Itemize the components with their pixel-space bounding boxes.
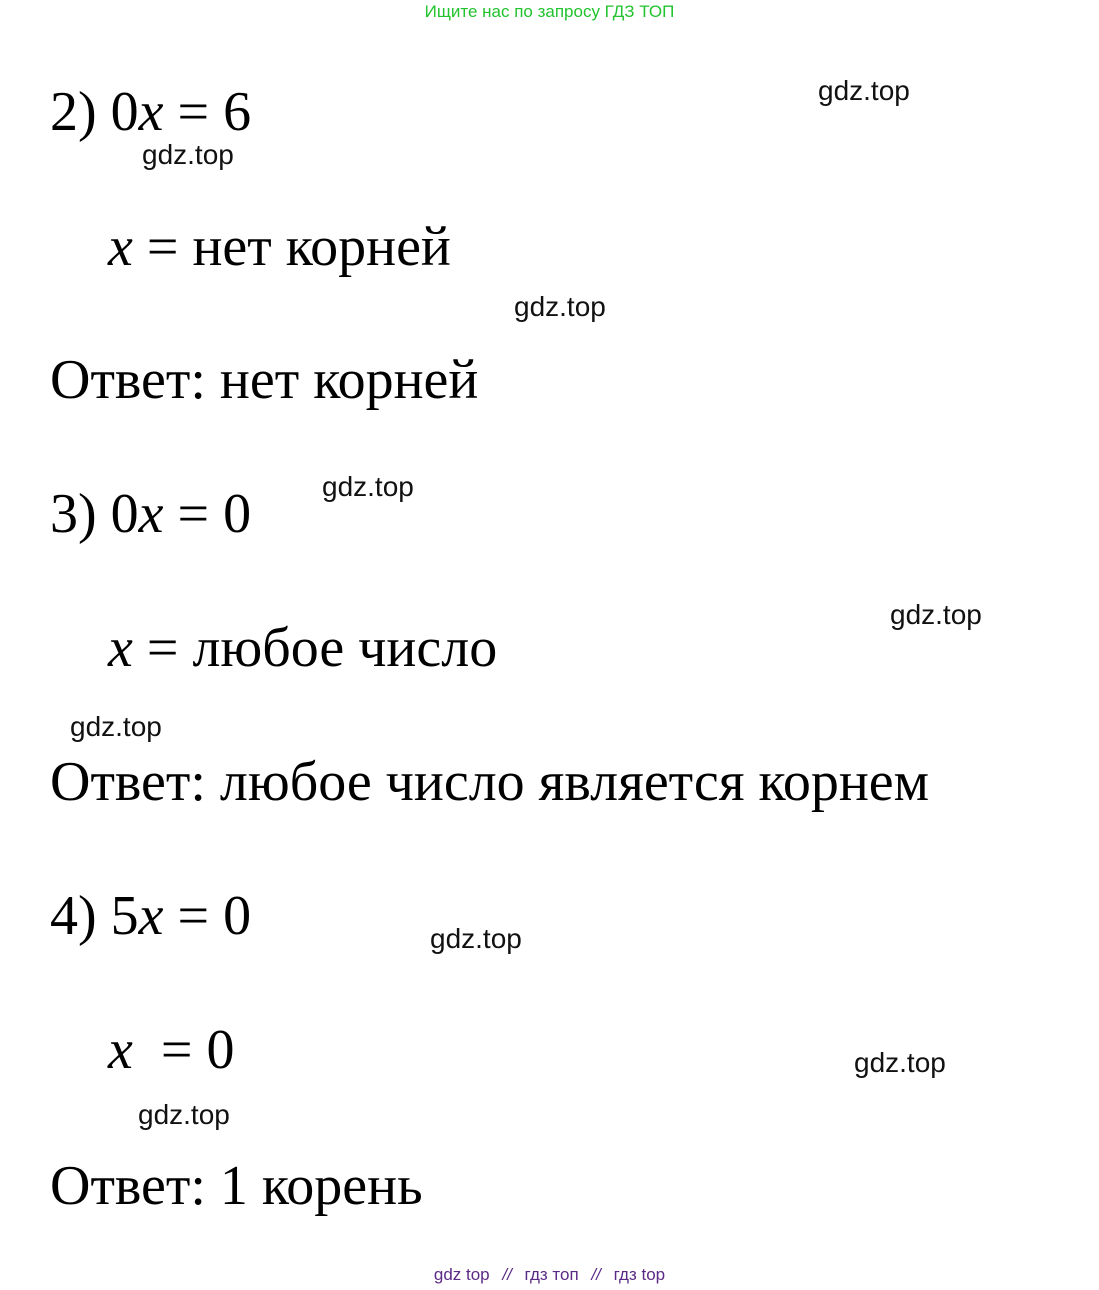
footer-link-gdz-top[interactable]: gdz top	[433, 1265, 490, 1284]
footer-separator: //	[591, 1265, 601, 1284]
watermark: gdz.top	[322, 471, 414, 502]
equation-2	[50, 82, 251, 142]
answer-4: Ответ: 1 корень	[50, 1155, 423, 1217]
watermark: gdz.top	[142, 139, 234, 170]
variable: x	[138, 885, 164, 947]
variable: x	[138, 81, 164, 143]
problem-number: 3)	[50, 483, 97, 545]
answer-2: Ответ: нет корней	[50, 349, 479, 411]
variable: x	[138, 483, 164, 545]
solution-3	[108, 618, 497, 678]
footer-link-gdz-top-ru[interactable]: гдз топ	[524, 1265, 579, 1284]
variable: x	[108, 216, 133, 278]
problem-number: 4)	[50, 885, 97, 947]
right-side: = 0	[177, 483, 252, 545]
footer-link-gdz-top-mixed[interactable]: гдз top	[613, 1265, 666, 1284]
top-banner: Ищите нас по запросу ГДЗ ТОП	[424, 2, 675, 21]
solution-2	[108, 217, 451, 277]
watermark: gdz.top	[854, 1047, 946, 1078]
solution-value: = любое число	[132, 617, 498, 679]
coefficient: 5	[110, 885, 139, 947]
footer-separator: //	[502, 1265, 512, 1284]
solution-value: = нет корней	[132, 216, 451, 278]
variable: x	[108, 617, 133, 679]
equation-4	[50, 886, 251, 946]
watermark: gdz.top	[138, 1099, 230, 1130]
watermark: gdz.top	[430, 923, 522, 954]
solution-value: = 0	[132, 1019, 235, 1081]
coefficient: 0	[110, 81, 139, 143]
coefficient: 0	[110, 483, 139, 545]
watermark: gdz.top	[514, 291, 606, 322]
problem-number: 2)	[50, 81, 97, 143]
equation-3	[50, 484, 251, 544]
footer-links	[0, 1264, 1099, 1286]
watermark: gdz.top	[70, 711, 162, 742]
right-side: = 6	[177, 81, 252, 143]
watermark: gdz.top	[818, 75, 910, 106]
variable: x	[108, 1019, 133, 1081]
answer-3: Ответ: любое число является корнем	[50, 751, 930, 813]
right-side: = 0	[177, 885, 252, 947]
watermark: gdz.top	[890, 599, 982, 630]
solution-4	[108, 1020, 234, 1080]
